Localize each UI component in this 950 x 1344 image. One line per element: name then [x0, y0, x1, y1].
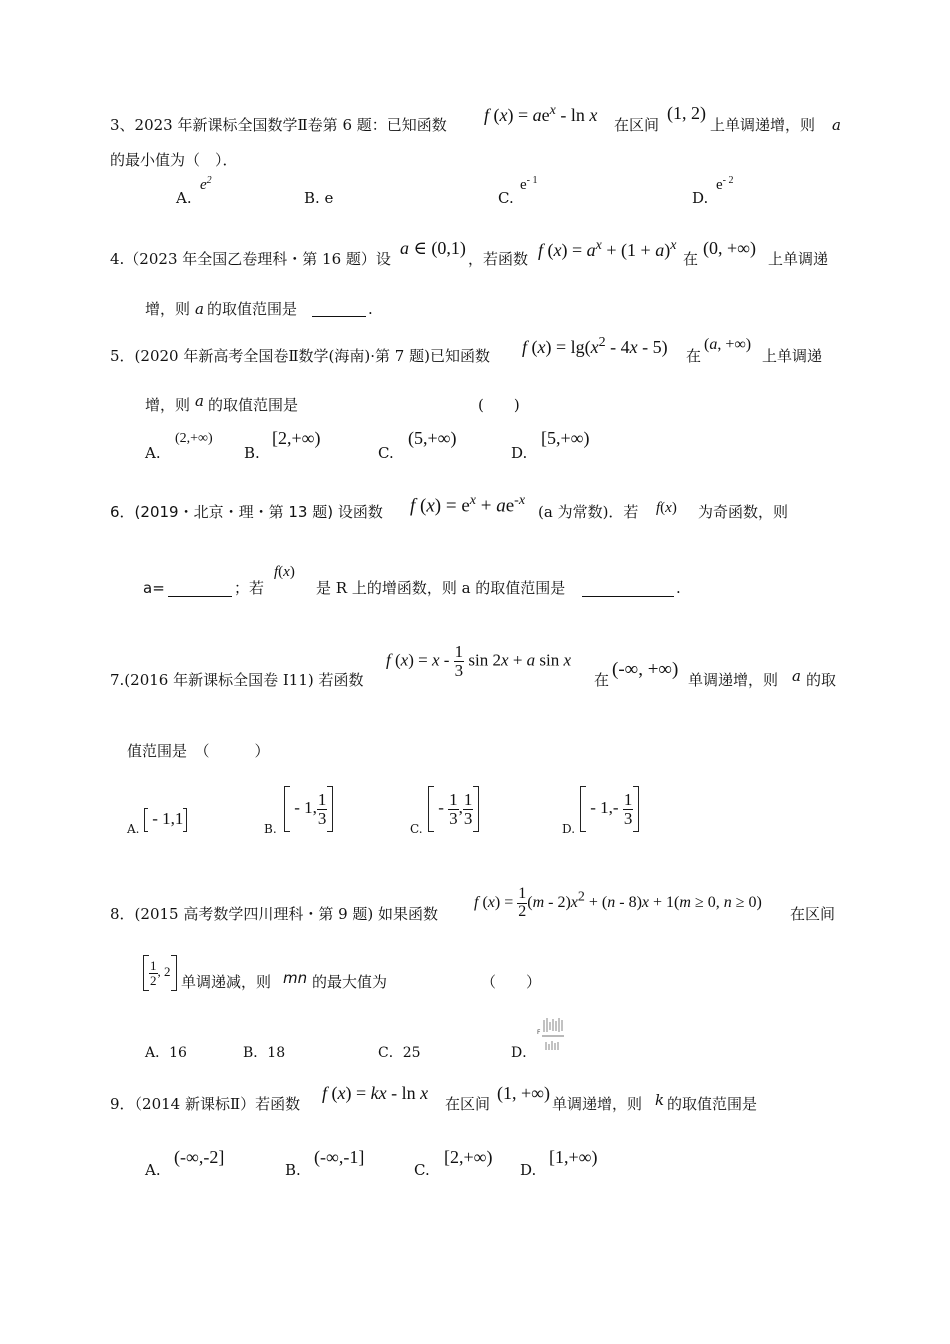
- q8-option-a: A．16: [145, 1045, 187, 1061]
- q8-stem-a: 8．(2015 高考数学四川理科・第 9 题) 如果函数: [110, 905, 439, 923]
- q5-line2-a: 增，则: [145, 396, 191, 414]
- q7-stem-b: 单调递增，则: [688, 671, 779, 689]
- q3-line2: 的最小值为（ ）．: [110, 151, 238, 169]
- q4-stem-b: ，若函数: [468, 250, 529, 268]
- svg-text:F: F: [537, 1029, 541, 1036]
- q8-interval: $\frac{1}{2}$ , 2: [143, 955, 177, 991]
- q6-line2-a: a=: [143, 579, 165, 597]
- q6-fx-2: f(x): [274, 564, 295, 580]
- q6-answer-blank-1: [168, 594, 232, 597]
- q9-option-d-math: [1,+∞): [549, 1147, 598, 1167]
- q8-option-d-image-icon: [536, 1014, 566, 1058]
- q6-formula: f $(x) = e^x + ae^{-x}$: [410, 493, 526, 517]
- q9-option-d-label: D.: [520, 1161, 537, 1179]
- q3-option-a-math: $e^2$: [200, 175, 212, 193]
- q8-stem-b: 在区间: [790, 905, 836, 923]
- q7-stem-c: 的取: [806, 671, 837, 689]
- q7-option-b-label: B.: [264, 822, 277, 836]
- q3-stem-b: 上单调递增，则: [710, 116, 816, 134]
- q3-interval: (1, 2): [667, 103, 706, 123]
- q4-interval: (0, +∞): [703, 238, 756, 258]
- q5-option-a-math: (2,+∞): [175, 431, 213, 446]
- q6-line2-b: ；若: [234, 579, 265, 597]
- q4-line2-a: 增，则: [145, 300, 191, 318]
- q9-option-c-math: [2,+∞): [444, 1147, 493, 1167]
- q9-stem-c: 的取值范围是: [667, 1095, 758, 1113]
- q5-stem-a: 5．(2020 年新高考全国卷Ⅱ数学(海南)·第 7 题)已知函数: [110, 347, 490, 365]
- q3-option-c-math: $e^{- 1}$: [520, 175, 538, 193]
- q3-option-d-label: D.: [692, 189, 709, 207]
- q4-line2-end: .: [368, 300, 373, 318]
- q7-option-a-math: - 1,1: [144, 808, 187, 832]
- q5-var: a: [195, 392, 204, 410]
- q9-option-a-label: A.: [145, 1161, 161, 1179]
- q6-line2-c: 是 R 上的增函数，则 a 的取值范围是: [316, 579, 566, 597]
- q9-stem-a: 9．（2014 新课标Ⅱ）若函数: [110, 1095, 301, 1113]
- q9-mid: 在区间: [445, 1095, 491, 1113]
- q5-option-c-math: (5,+∞): [408, 428, 457, 448]
- q8-option-b: B．18: [243, 1045, 286, 1061]
- q3-option-b: B. e: [304, 189, 334, 207]
- q9-option-c-label: C.: [414, 1161, 430, 1179]
- q8-line2-a: 单调递减，则: [181, 973, 272, 991]
- q7-formula: f (x) = x - $\frac{1}{3}$ sin 2x + a sin x: [386, 642, 572, 680]
- q7-option-d-label: D.: [562, 822, 576, 836]
- q7-option-c-label: C.: [410, 822, 423, 836]
- q5-formula: f $(x) = \lg(x^2 - 4x - 5)$: [522, 335, 668, 357]
- q6-fx: f(x): [656, 500, 677, 516]
- q7-option-a-label: A.: [127, 822, 140, 836]
- q3-formula: f $(x) = ae^x - \ln x$: [484, 103, 598, 125]
- q6-answer-blank-2: [582, 594, 674, 597]
- q5-option-b-label: B.: [244, 444, 260, 462]
- q4-var: a: [195, 300, 204, 318]
- q4-condition: a ∈ (0,1): [400, 238, 466, 258]
- q7-var: a: [792, 667, 801, 685]
- q8-line2-b: 的最大值为: [312, 973, 388, 991]
- q5-option-c-label: C.: [378, 444, 394, 462]
- q5-option-d-label: D.: [511, 444, 528, 462]
- q8-option-c: C．25: [378, 1045, 421, 1061]
- q5-stem-b: 上单调递: [762, 347, 823, 365]
- q4-stem-a: 4.（2023 年全国乙卷理科・第 16 题）设: [110, 250, 391, 268]
- q7-interval: (-∞, +∞): [612, 659, 679, 680]
- q8-paren: （ ）: [481, 973, 542, 991]
- q3-var: a: [832, 116, 841, 134]
- q5-interval: (a, +∞): [704, 336, 752, 353]
- q5-option-d-math: [5,+∞): [541, 428, 590, 448]
- q7-option-d-math: - 1,- $\frac{1}{3}$: [580, 786, 639, 832]
- q7-line2: 值范围是 （ ）: [127, 742, 270, 760]
- q9-interval: (1, +∞): [497, 1083, 550, 1103]
- q6-stem-a: 6．(2019・北京・理・第 13 题) 设函数: [110, 503, 383, 521]
- q8-var: mn: [283, 969, 308, 987]
- q5-paren: ( ): [478, 396, 520, 414]
- q4-answer-blank: [312, 314, 366, 317]
- q3-option-c-label: C.: [498, 189, 514, 207]
- q8-option-d-formula-image: [536, 1014, 566, 1061]
- q4-formula: f $(x) = a^x + (1 + a)^x$: [538, 238, 677, 260]
- q6-line2-end: .: [676, 579, 681, 597]
- q9-option-a-math: (-∞,-2]: [174, 1147, 225, 1167]
- q6-stem-b: (a 为常数)．若: [538, 503, 639, 521]
- q3-option-d-math: $e^{- 2}$: [716, 175, 734, 193]
- q7-option-c-math: - $\frac{1}{3}$ , $\frac{1}{3}$: [428, 786, 479, 832]
- q9-var: k: [655, 1091, 665, 1109]
- q4-line2-b: 的取值范围是: [207, 300, 298, 318]
- q5-option-b-math: [2,+∞): [272, 428, 321, 448]
- q7-mid: 在: [594, 671, 610, 689]
- q5-line2-b: 的取值范围是: [208, 396, 299, 414]
- q5-option-a-label: A.: [145, 444, 161, 462]
- q4-mid: 在: [683, 250, 699, 268]
- q7-option-b-math: - 1, $\frac{1}{3}$: [284, 786, 333, 832]
- q6-stem-c: 为奇函数，则: [698, 503, 789, 521]
- q9-stem-b: 单调递增，则: [552, 1095, 643, 1113]
- q3-stem-a: 3、2023 年新课标全国数学Ⅱ卷第 6 题：已知函数: [110, 116, 447, 134]
- q3-option-a-label: A.: [176, 189, 192, 207]
- q9-formula: f (x) = kx - ln x: [322, 1083, 429, 1103]
- q8-formula: f (x) = $\frac{1}{2}$ $(m - 2)x^2 + (n - 8)x + 1(m \ge 0$, n ≥ 0): [474, 885, 762, 920]
- q4-stem-c: 上单调递: [768, 250, 829, 268]
- q3-mid: 在区间: [614, 116, 660, 134]
- q9-option-b-label: B.: [285, 1161, 301, 1179]
- q7-stem-a: 7.(2016 年新课标全国卷 I11) 若函数: [110, 671, 364, 689]
- q5-mid: 在: [686, 347, 702, 365]
- q8-option-d-label: D．: [511, 1045, 537, 1061]
- q9-option-b-math: (-∞,-1]: [314, 1147, 365, 1167]
